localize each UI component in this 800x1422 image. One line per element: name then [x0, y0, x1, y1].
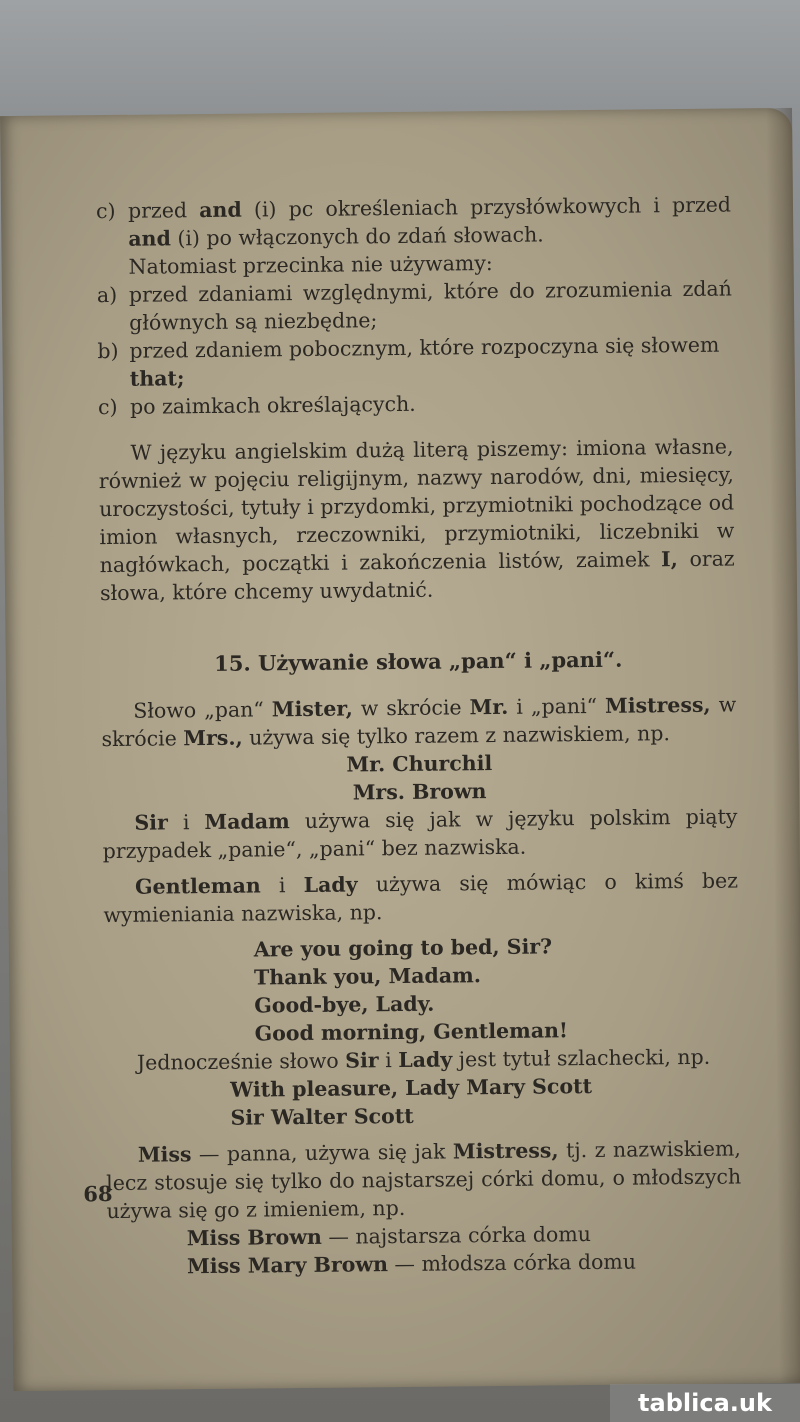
list-marker: b): [97, 338, 119, 364]
text: w skrócie: [101, 692, 737, 752]
watermark-logo: tablica.uk: [610, 1384, 800, 1422]
keyword-I: I,: [660, 547, 678, 572]
term: Lady: [303, 872, 358, 898]
list-item-b: [97, 330, 733, 393]
text: W języku angielskim dużą literą piszemy: imiona własne, również w pojęciu religijnym, nazwy narodów, dni, miesięcy, uroczystości, tytuły i przydomki, przymiotniki pochodzące od imion własnych, rzeczowniki, przymiotniki, liczebniki w nagłówkach, początki i zakończenia listów, zaimek: [98, 434, 735, 578]
text: i: [385, 1048, 392, 1073]
keyword-and: and: [128, 226, 171, 251]
text: — młodsza córka domu: [394, 1249, 637, 1277]
example-goodbye: Good-bye, Lady.: [254, 991, 435, 1018]
keyword-and: and: [199, 197, 242, 223]
term: Mrs.,: [183, 725, 243, 751]
text: Słowo „pan“: [133, 697, 264, 723]
text: oraz słowa, które chcemy uwydatnić.: [99, 546, 735, 606]
term: Miss Mary Brown: [186, 1252, 389, 1279]
term: Lady: [398, 1047, 453, 1073]
paragraph-capitals: [98, 432, 735, 607]
section-heading: 15. Używanie słowa „pan“ i „pani“.: [214, 646, 623, 676]
example-walter: Sir Walter Scott: [230, 1103, 414, 1130]
list-item-b-text: [129, 330, 733, 392]
text: jest tytuł szlachecki, np.: [458, 1044, 711, 1072]
term: Sir: [345, 1048, 379, 1073]
term: Mister,: [271, 696, 353, 722]
example-miss-mary-brown: [107, 1246, 742, 1281]
paragraph-mister: [101, 690, 737, 753]
term: Mr.: [469, 694, 509, 720]
list-item-c-text: [128, 190, 732, 252]
text: używa się jak w języku polskim piąty przypadek „panie“, „pani“ bez nazwiska.: [102, 804, 738, 864]
list-item-a: [97, 274, 733, 337]
example-thank: Thank you, Madam.: [253, 963, 482, 990]
example-pleasure: With pleasure, Lady Mary Scott: [230, 1074, 593, 1102]
term: Miss: [137, 1142, 192, 1167]
text: i „pani“: [516, 693, 598, 719]
example-morning: Good morning, Gentleman!: [254, 1018, 569, 1046]
text: (i) pc określeniach przysłówkowych i przed: [253, 192, 732, 222]
text: Jednocześnie słowo: [136, 1048, 339, 1075]
page-number: 68: [83, 1181, 113, 1207]
term: Miss Brown: [186, 1224, 322, 1251]
list-marker: a): [96, 282, 118, 308]
list-marker: c): [95, 198, 116, 224]
page-text: [96, 190, 742, 1281]
text: — panna, używa się jak: [198, 1139, 446, 1167]
paragraph-gentleman-lady: [103, 866, 739, 929]
text: i: [182, 810, 190, 835]
example-churchil: Mr. Churchil: [346, 751, 493, 777]
term: Gentleman: [134, 873, 261, 899]
text: tj. z nazwiskiem, lecz stosuje się tylko do najstarszej córki domu, o młodszych używa się go z imieniem, np.: [106, 1136, 742, 1224]
text: używa się mówiąc o kimś bez wymieniania nazwiska, np.: [103, 868, 739, 928]
text: — najstarsza córka domu: [328, 1222, 592, 1249]
example-bed: Are you going to bed, Sir?: [253, 934, 553, 962]
text: przed zdaniem pobocznym, które rozpoczyna się słowem: [129, 332, 720, 363]
keyword-that: that;: [129, 366, 185, 391]
list-item-c: [96, 190, 732, 253]
list-item-a-text: przed zdaniami względnymi, które do zrozumienia zdań głównych są niezbędne;: [128, 276, 732, 335]
paragraph-miss: [106, 1134, 742, 1225]
text: przed: [127, 198, 188, 223]
natomiast-line: Natomiast przecinka nie używamy:: [128, 250, 493, 279]
text: (i) po włączonych do zdań słowach.: [177, 222, 544, 251]
list-item-c2-text: po zaimkach określających.: [129, 391, 416, 419]
term: Mistress,: [452, 1138, 559, 1164]
text: w skrócie: [360, 695, 462, 721]
paragraph-sir-madam: [102, 802, 738, 865]
term: Madam: [204, 809, 290, 835]
term: Mistress,: [604, 692, 711, 718]
term: Sir: [134, 810, 168, 835]
list-marker: c): [97, 394, 118, 420]
text: i: [278, 873, 286, 898]
text: używa się tylko razem z nazwiskiem, np.: [249, 721, 671, 750]
book-page: [0, 108, 800, 1391]
example-brown: Mrs. Brown: [352, 779, 487, 805]
